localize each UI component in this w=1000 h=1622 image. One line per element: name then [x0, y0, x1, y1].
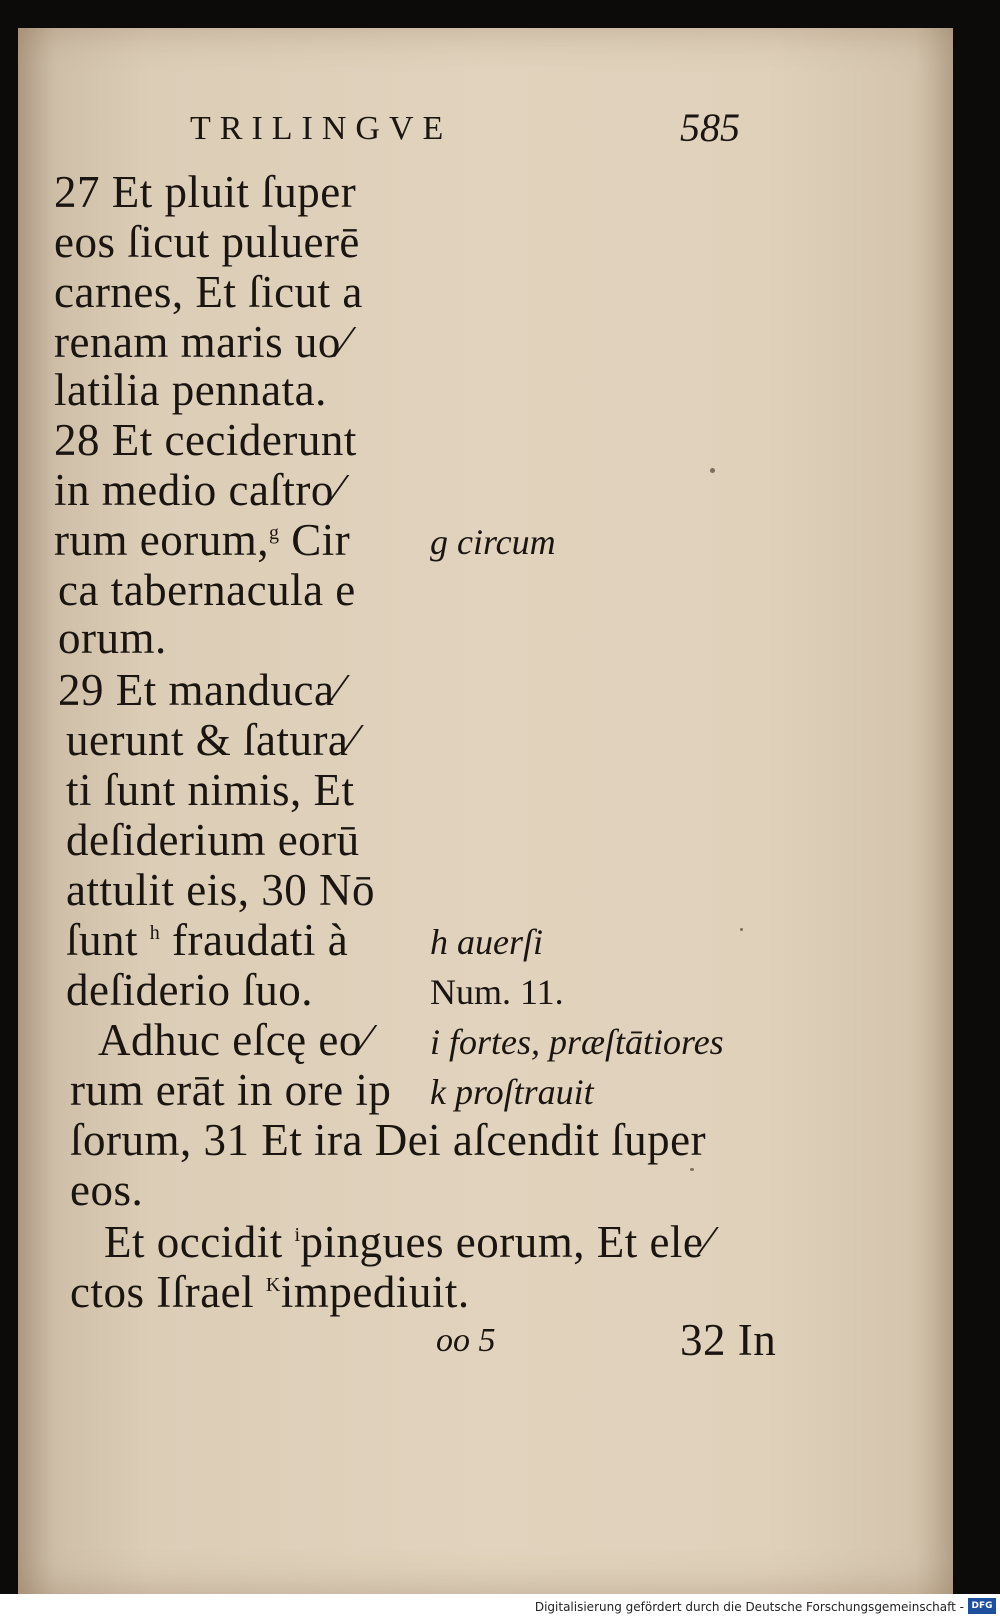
- text-line: in medio caſtro⁄: [54, 465, 342, 515]
- funding-credit: Digitalisierung gefördert durch die Deutsche Forschungsgemeinschaft -: [534, 1600, 964, 1614]
- footer-bar: [0, 1594, 1000, 1622]
- text-line: [70, 1267, 470, 1317]
- text-line: eos.: [70, 1165, 144, 1215]
- margin-note: Num. 11.: [430, 972, 564, 1012]
- note-marker: i: [294, 1224, 301, 1246]
- text-segment: ctos Iſrael: [70, 1267, 255, 1317]
- text-line: deſiderio ſuo.: [66, 965, 313, 1015]
- text-line: ſorum, 31 Et ira Dei aſcendit ſuper: [70, 1115, 707, 1165]
- text-line: latilia pennata.: [54, 365, 327, 415]
- catchword: 32 In: [680, 1315, 777, 1365]
- text-line: ti ſunt nimis, Et: [66, 765, 355, 815]
- margin-note: i fortes, præſtātiores: [430, 1022, 724, 1062]
- text-line: [104, 1217, 712, 1267]
- margin-note: k proſtrauit: [430, 1072, 594, 1112]
- text-segment: rum eorum,: [54, 515, 269, 565]
- text-segment: impediuit.: [280, 1267, 470, 1317]
- text-segment: fraudati à: [172, 915, 349, 965]
- text-line: uerunt & ſatura⁄: [66, 715, 357, 765]
- text-line: carnes, Et ſicut a: [54, 267, 363, 317]
- margin-note: g circum: [430, 522, 556, 562]
- text-segment: Cir: [291, 515, 351, 565]
- text-line: 29 Et manduca⁄: [58, 665, 343, 715]
- paper-speck: [740, 928, 743, 931]
- text-line: Adhuc eſcę eo⁄: [98, 1015, 370, 1065]
- dfg-logo: DFG: [968, 1598, 996, 1614]
- paper-speck: [710, 468, 715, 473]
- text-line: renam maris uo⁄: [54, 317, 349, 367]
- text-line: [54, 515, 351, 565]
- note-marker: K: [265, 1274, 281, 1296]
- text-line: rum erāt in ore ip: [70, 1065, 392, 1115]
- text-segment: Et occidit: [104, 1217, 283, 1267]
- running-head: TRILINGVE: [190, 110, 453, 147]
- note-marker: g: [268, 522, 280, 544]
- text-line: 27 Et pluit ſuper: [54, 167, 357, 217]
- signature-mark: oo 5: [436, 1322, 496, 1359]
- text-line: orum.: [58, 613, 167, 663]
- text-line: [66, 915, 349, 965]
- text-line: attulit eis, 30 Nō: [66, 865, 375, 915]
- text-segment: pingues eorum, Et ele⁄: [300, 1217, 712, 1267]
- book-page: [18, 28, 953, 1594]
- text-line: ca tabernacula e: [58, 565, 356, 615]
- text-line: eos ſicut puluerē: [54, 217, 360, 267]
- page-number: 585: [680, 105, 740, 150]
- note-marker: h: [149, 922, 161, 944]
- text-line: deſiderium eorū: [66, 815, 360, 865]
- text-line: 28 Et ceciderunt: [54, 415, 357, 465]
- text-segment: ſunt: [66, 915, 139, 965]
- paper-speck: [690, 1168, 694, 1171]
- margin-note: h auerſi: [430, 922, 543, 962]
